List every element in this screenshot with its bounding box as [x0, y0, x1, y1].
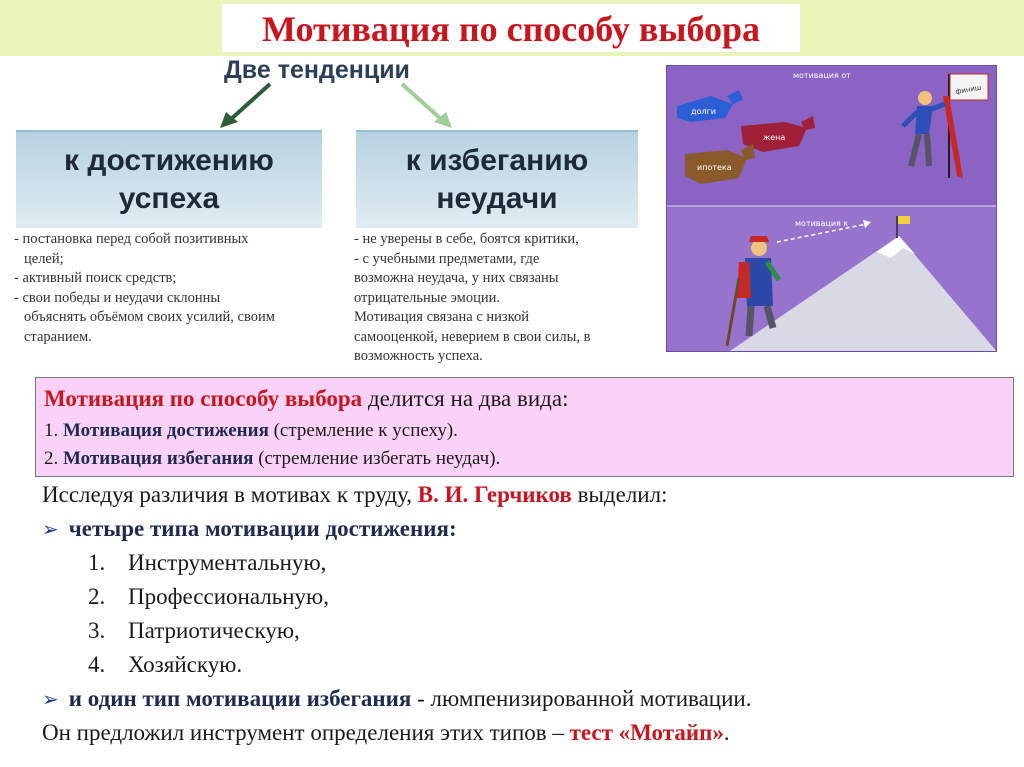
tool-text-end: .	[723, 720, 730, 745]
list-item	[88, 550, 326, 576]
definition-term: Мотивация по способу выбора	[44, 386, 363, 411]
achievement-bullet: целей;	[24, 250, 64, 267]
achievement-bullet: - активный поиск средств;	[14, 270, 177, 286]
definition-item-rest: (стремление к успеху).	[268, 420, 458, 441]
achievement-bullet: объяснять объёмом своих усилий, своим	[24, 309, 275, 325]
avoidance-box-line1: к избеганию	[405, 144, 589, 177]
definition-item	[44, 448, 500, 470]
achievement-box-line1: к достижению	[64, 144, 274, 177]
top-caption: мотивация от	[793, 71, 851, 80]
achievement-bullet: старанием.	[24, 328, 92, 345]
avoidance-heading: и один тип мотивации избегания	[68, 686, 412, 711]
avoidance-line	[42, 686, 751, 712]
arrow-left-icon	[212, 80, 282, 130]
achievement-box	[16, 130, 322, 228]
svg-text:ипотека: ипотека	[697, 163, 732, 172]
svg-text:долги: долги	[691, 107, 716, 116]
list-item-label: Патриотическую,	[128, 618, 300, 643]
list-item	[88, 584, 329, 610]
achievement-bullet: - постановка перед собой позитивных	[14, 231, 249, 247]
bottom-caption: мотивация к	[795, 219, 849, 228]
achievement-bullet: - свои победы и неудачи склонны	[14, 289, 221, 306]
avoidance-bullet: возможна неудача, у них связаны	[354, 270, 559, 286]
avoidance-bullet: возможность успеха.	[354, 348, 483, 364]
avoidance-bullets	[354, 230, 654, 367]
motivation-illustration	[666, 65, 997, 352]
avoidance-box-line2: неудачи	[436, 182, 558, 215]
definition-item-bold: Мотивация избегания	[63, 448, 254, 469]
definition-item-bold: Мотивация достижения	[63, 420, 269, 441]
definition-line	[44, 386, 568, 412]
illustration-drawing	[667, 66, 997, 352]
achievement-bullets	[14, 230, 314, 347]
avoidance-bullet: самооценкой, неверием в свои силы, в	[354, 328, 591, 345]
svg-text:жена: жена	[763, 133, 786, 142]
intro-text-end: выделил:	[571, 482, 668, 507]
flag-label: финиш	[954, 83, 982, 96]
intro-line	[42, 482, 668, 508]
achievement-heading-line	[42, 516, 457, 542]
list-item-label: Инструментальную,	[128, 550, 327, 575]
avoidance-bullet: - не уверены в себе, боятся критики,	[354, 231, 579, 247]
tendencies-diagram	[12, 56, 652, 372]
arrow-bullet-icon: ➢	[42, 519, 59, 541]
page-title: Мотивация по способу выбора	[261, 9, 761, 49]
tool-text: Он предложил инструмент определения этих типов –	[42, 720, 570, 745]
tool-line	[42, 720, 730, 746]
definition-item-number: 2.	[44, 448, 63, 469]
avoidance-rest: - люмпенизированной мотивации.	[411, 686, 752, 711]
list-item-number: 3.	[88, 618, 106, 643]
list-item-number: 1.	[88, 550, 106, 575]
arrow-right-icon	[394, 80, 464, 130]
definition-item-rest: (стремление избегать неудач).	[253, 448, 501, 469]
arrow-bullet-icon: ➢	[42, 689, 59, 711]
definition-item	[44, 420, 458, 442]
achievement-heading: четыре типа мотивации достижения:	[68, 516, 457, 541]
test-name: тест «Мотайп»	[569, 720, 724, 745]
list-item-number: 4.	[88, 652, 106, 677]
list-item-number: 2.	[88, 584, 106, 609]
avoidance-bullet: отрицательные эмоции.	[354, 289, 501, 306]
list-item	[88, 652, 242, 678]
list-item	[88, 618, 300, 644]
definition-box	[35, 377, 1014, 477]
definition-item-number: 1.	[44, 420, 63, 441]
tendencies-title: Две тенденции	[224, 56, 410, 84]
intro-text: Исследуя различия в мотивах к труду,	[42, 482, 418, 507]
achievement-box-line2: успеха	[118, 182, 220, 215]
definition-term-rest: делится на два вида:	[362, 386, 569, 411]
avoidance-bullet: - с учебными предметами, где	[354, 250, 540, 267]
avoidance-bullet: Мотивация связана с низкой	[354, 309, 529, 325]
list-item-label: Хозяйскую.	[128, 652, 243, 677]
avoidance-box	[356, 130, 638, 228]
list-item-label: Профессиональную,	[128, 584, 329, 609]
summit-flag-icon	[898, 216, 910, 224]
author-name: В. И. Герчиков	[417, 482, 572, 507]
